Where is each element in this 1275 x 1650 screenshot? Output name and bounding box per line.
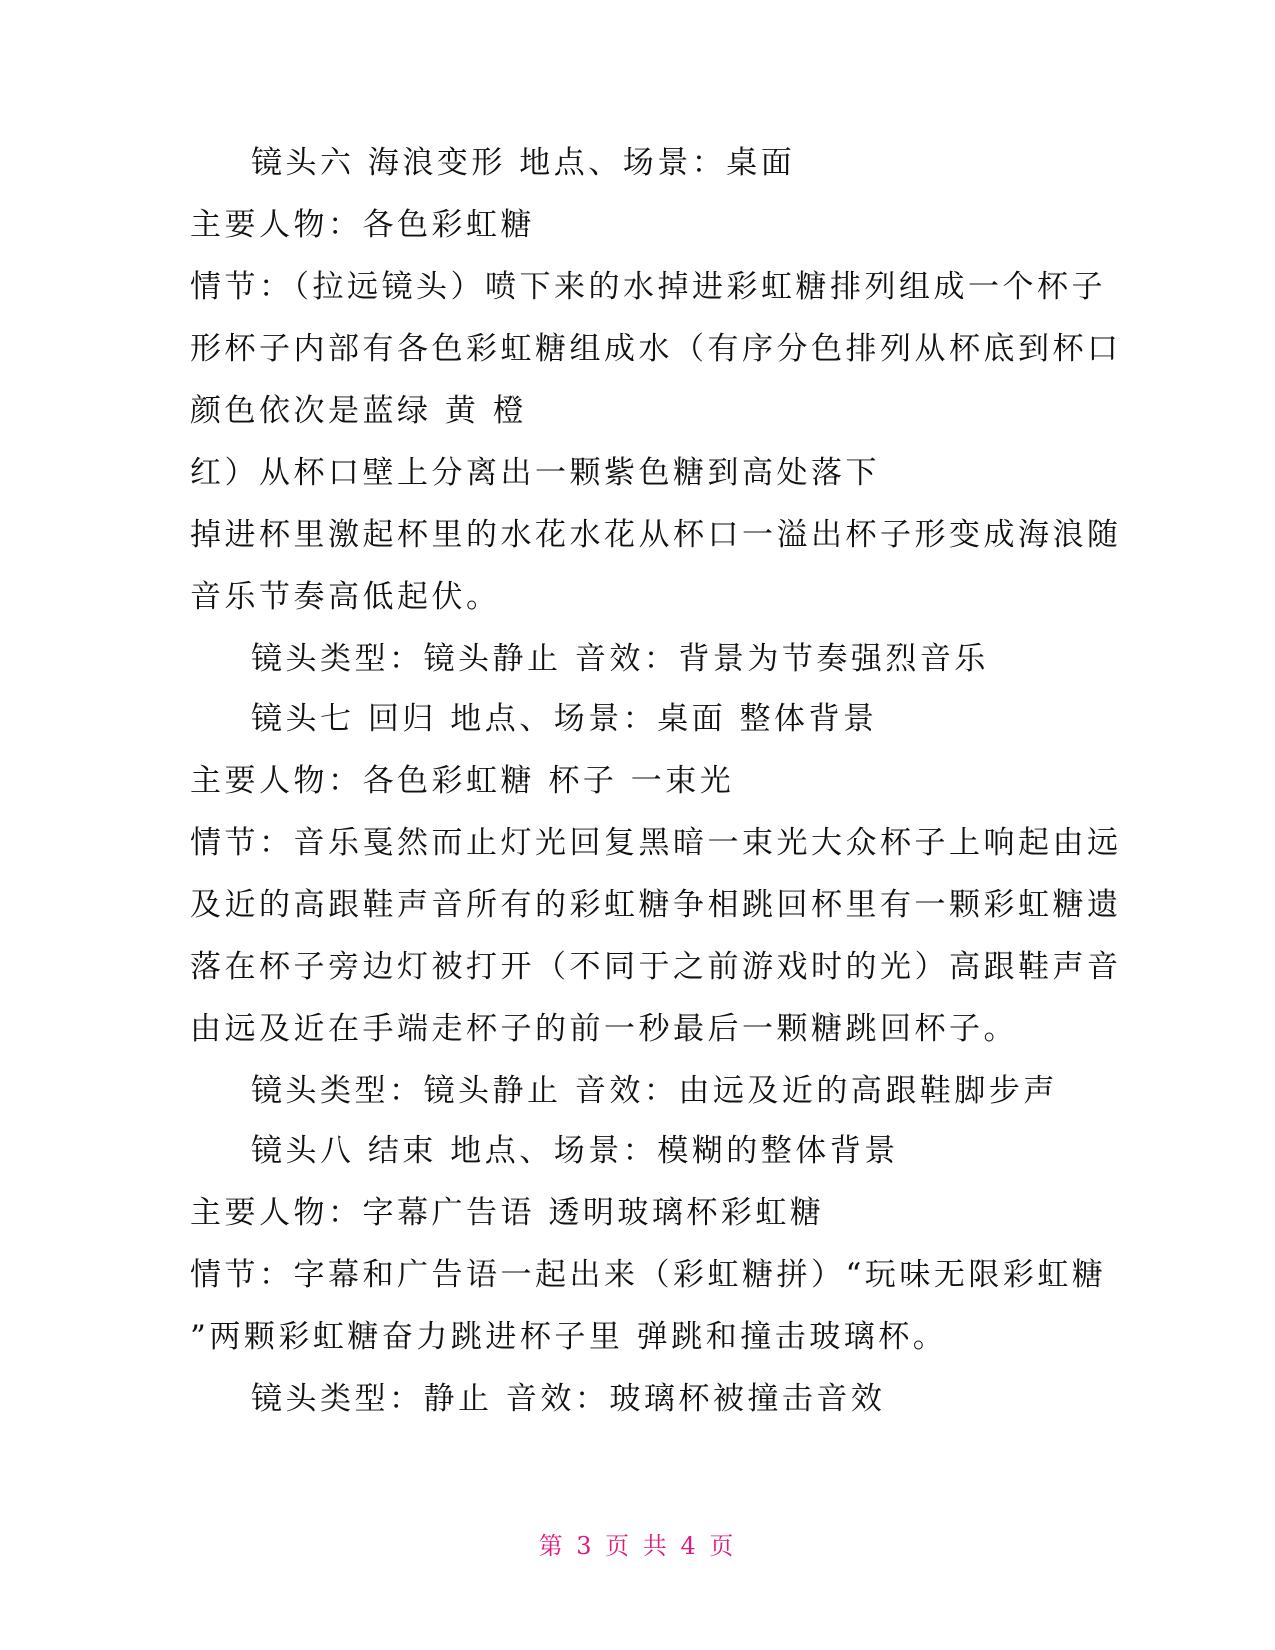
shot-8-heading: 镜头八 结束 地点、场景：模糊的整体背景 <box>251 1133 899 1169</box>
shot-7-type-sound: 镜头类型：镜头静止 音效：由远及近的高跟鞋脚步声 <box>251 1073 1058 1109</box>
shot-8-type-sound: 镜头类型：静止 音效：玻璃杯被撞击音效 <box>251 1381 886 1417</box>
shot-8-characters: 主要人物：字幕广告语 透明玻璃杯彩虹糖 <box>190 1195 825 1231</box>
shot-6-plot-line-5: 掉进杯里激起杯里的水花水花从杯口一溢出杯子形变成海浪随 <box>190 517 1122 553</box>
shot-6-plot-line-6: 音乐节奏高低起伏。 <box>190 579 501 615</box>
shot-8-plot-line-2: ”两颗彩虹糖奋力跳进杯子里 弹跳和撞击玻璃杯。 <box>190 1319 948 1355</box>
shot-6-heading: 镜头六 海浪变形 地点、场景：桌面 <box>251 145 796 181</box>
shot-6-plot-line-2: 形杯子内部有各色彩虹糖组成水（有序分色排列从杯底到杯口 <box>190 331 1122 367</box>
shot-7-plot-line-3: 落在杯子旁边灯被打开（不同于之前游戏时的光）高跟鞋声音 <box>190 949 1122 985</box>
shot-7-heading: 镜头七 回归 地点、场景：桌面 整体背景 <box>251 701 878 737</box>
shot-6-type-sound: 镜头类型：镜头静止 音效：背景为节奏强烈音乐 <box>251 641 989 677</box>
shot-7-plot-line-2: 及近的高跟鞋声音所有的彩虹糖争相跳回杯里有一颗彩虹糖遗 <box>190 887 1122 923</box>
shot-6-plot-line-1: 情节：（拉远镜头）喷下来的水掉进彩虹糖排列组成一个杯子 <box>190 269 1106 305</box>
page-number-footer: 第 3 页 共 4 页 <box>538 1532 737 1560</box>
shot-7-characters: 主要人物：各色彩虹糖 杯子 一束光 <box>190 763 735 799</box>
shot-6-characters: 主要人物：各色彩虹糖 <box>190 207 535 243</box>
shot-7-plot-line-1: 情节：音乐戛然而止灯光回复黑暗一束光大众杯子上响起由远 <box>190 825 1122 861</box>
shot-6-plot-line-4: 红）从杯口壁上分离出一颗紫色糖到高处落下 <box>190 455 880 491</box>
shot-7-plot-line-4: 由远及近在手端走杯子的前一秒最后一颗糖跳回杯子。 <box>190 1011 1018 1047</box>
shot-6-plot-line-3: 颜色依次是蓝绿 黄 橙 <box>190 393 528 429</box>
shot-8-plot-line-1: 情节：字幕和广告语一起出来（彩虹糖拼）“玩味无限彩虹糖 <box>190 1257 1107 1293</box>
